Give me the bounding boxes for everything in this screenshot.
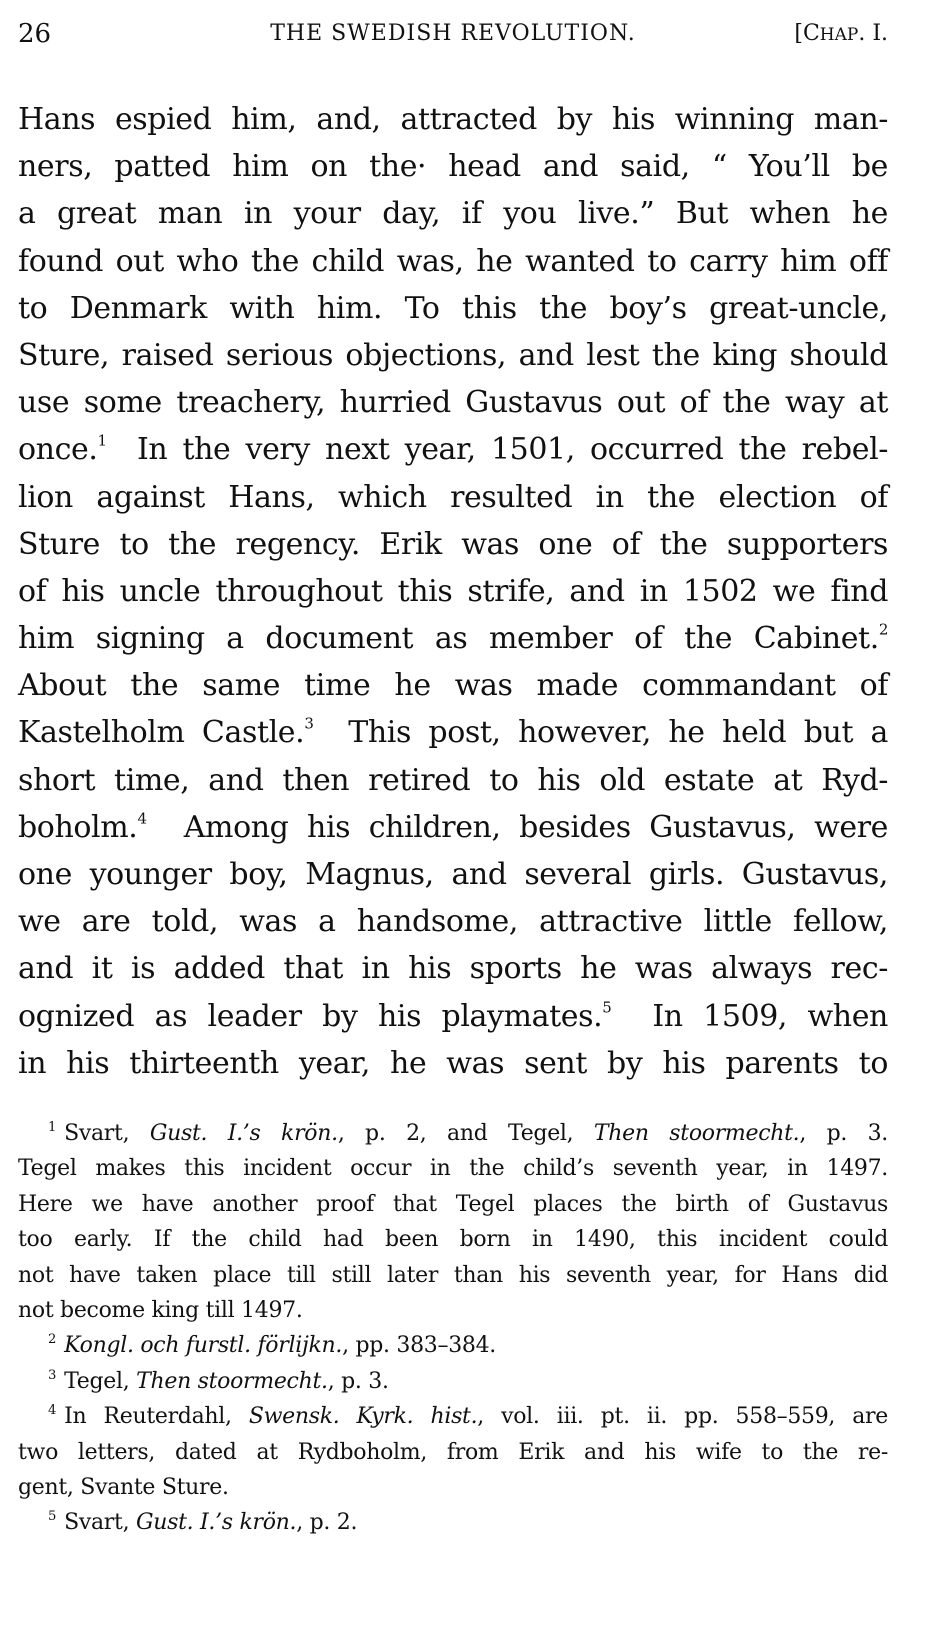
chapter-reference: [CHAP. I. bbox=[794, 21, 888, 46]
footnote-ref: 3 bbox=[304, 714, 314, 733]
running-title: THE SWEDISH REVOLUTION. bbox=[270, 21, 636, 46]
text-line: Sture to the regency. Erik was one of the supporters bbox=[18, 526, 888, 562]
footnote-line: two letters, dated at Rydboholm, from Erik and his wife to the re- bbox=[18, 1439, 888, 1465]
footnote-ref: 1 bbox=[97, 431, 107, 450]
running-header bbox=[18, 14, 888, 58]
text-line: ognized as leader by his playmates.$^5$ In 1509, when bbox=[18, 998, 888, 1034]
footnote-line: $^1$ Svart, Gust. I.’s krön., p. 2, and Tegel, Then stoormecht., p. 3. bbox=[48, 1119, 889, 1146]
text-line: and it is added that in his sports he was always rec- bbox=[18, 951, 888, 987]
footnote-5 bbox=[18, 1505, 888, 1540]
footnote-line: gent, Svante Sture. bbox=[18, 1474, 229, 1500]
footnote-2 bbox=[18, 1328, 888, 1363]
text-line: Kastelholm Castle.$^3$ This post, however, he held but a bbox=[18, 714, 888, 751]
body-text bbox=[18, 96, 888, 1087]
text-line: him signing a document as member of the Cabinet.$^2$ bbox=[18, 620, 888, 657]
text-line: About the same time he was made commandant of bbox=[18, 668, 888, 704]
footnote-line: $^4$ In Reuterdahl, Swensk. Kyrk. hist., vol. iii. pt. ii. pp. 558–559, are bbox=[48, 1402, 888, 1430]
footnote-1 bbox=[18, 1116, 888, 1328]
footnote-line: $^5$ Svart, Gust. I.’s krön., p. 2. bbox=[48, 1509, 358, 1536]
footnote-3 bbox=[18, 1364, 888, 1399]
text-line: one younger boy, Magnus, and several girls. Gustavus, bbox=[18, 857, 888, 892]
footnote-line: Tegel makes this incident occur in the child’s seventh year, in 1497. bbox=[18, 1156, 888, 1182]
footnote-line: Here we have another proof that Tegel places the birth of Gustavus bbox=[18, 1191, 888, 1217]
footnote-line: not become king till 1497. bbox=[18, 1297, 303, 1323]
text-line: found out who the child was, he wanted to carry him off bbox=[18, 243, 888, 279]
footnote-line: not have taken place till still later than his seventh year, for Hans did bbox=[18, 1262, 888, 1288]
text-line: boholm.$^4$ Among his children, besides Gustavus, were bbox=[18, 809, 889, 845]
page-number: 26 bbox=[18, 19, 52, 49]
text-line: ners, patted him on the· head and said, “ You’ll be bbox=[18, 149, 888, 185]
footnote-4 bbox=[18, 1399, 888, 1505]
text-line: we are told, was a handsome, attractive little fellow, bbox=[18, 904, 888, 940]
text-line: use some treachery, hurried Gustavus out of the way at bbox=[18, 385, 888, 421]
text-line: in his thirteenth year, he was sent by his parents to bbox=[18, 1045, 888, 1081]
text-line: once.$^1$ In the very next year, 1501, occurred the rebel- bbox=[18, 431, 889, 468]
text-line: short time, and then retired to his old estate at Ryd- bbox=[18, 762, 888, 798]
text-line: lion against Hans, which resulted in the election of bbox=[18, 479, 888, 515]
footnotes bbox=[18, 1116, 888, 1541]
footnote-line: $^2$ Kongl. och furstl. förlijkn., pp. 383–384. bbox=[48, 1332, 496, 1359]
footnote-line: too early. If the child had been born in 1490, this incident could bbox=[18, 1227, 888, 1253]
text-line: Sture, raised serious objections, and lest the king should bbox=[18, 337, 888, 373]
footnote-line: $^3$ Tegel, Then stoormecht., p. 3. bbox=[48, 1367, 389, 1394]
footnote-ref: 2 bbox=[878, 620, 888, 639]
text-line: Hans espied him, and, attracted by his winning man- bbox=[18, 102, 888, 137]
text-line: of his uncle throughout this strife, and in 1502 we find bbox=[18, 573, 888, 609]
footnote-ref: 4 bbox=[137, 809, 147, 828]
text-line: a great man in your day, if you live.” But when he bbox=[18, 196, 888, 232]
text-line: to Denmark with him. To this the boy’s great-uncle, bbox=[18, 290, 888, 326]
book-page bbox=[18, 14, 888, 1087]
footnote-ref: 5 bbox=[602, 998, 612, 1017]
